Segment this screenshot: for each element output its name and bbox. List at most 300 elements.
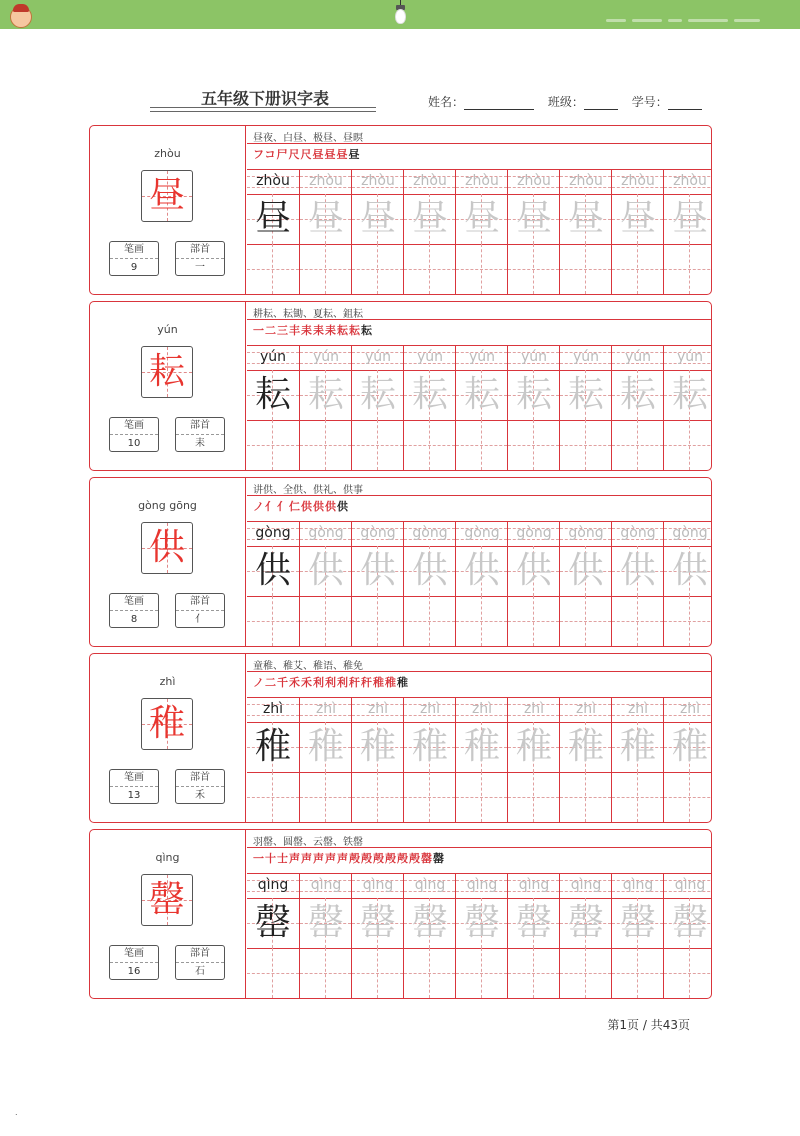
grid-pinyin: zhòu [256,173,290,189]
stroke-order [253,674,409,690]
character-card [89,301,712,471]
trace-character: 昼 [307,198,344,239]
stroke-step: 声 [313,852,325,865]
radical-value: 耒 [195,438,205,449]
grid-pinyin: yún [624,349,652,365]
stroke-step: 殸 [397,852,409,865]
grid-pinyin: qìng [674,877,706,893]
stroke-step: 丰 [289,324,301,337]
practice-column [663,522,712,646]
student-no-label: 学号： [631,95,668,109]
practice-column [663,170,712,294]
stroke-step: 昼 [312,148,325,161]
trace-character: 供 [359,550,396,591]
grid-guide-line [637,420,638,470]
grid-guide-line [247,973,299,974]
model-character: 耘 [254,374,291,415]
trace-character: 罄 [411,902,448,943]
character-info-panel [90,830,246,998]
grid-guide-line [247,621,299,622]
grid-line [247,596,299,597]
example-words: 讲供、全供、供礼、供事 [253,485,363,496]
character-pinyin: qìng [155,851,180,864]
character-box [141,874,193,926]
stroke-step: 殸 [385,852,397,865]
grid-pinyin: zhì [627,701,649,717]
grid-pinyin: zhì [575,701,597,717]
practice-column [507,522,559,646]
grid-pinyin: zhòu [309,173,343,189]
character-info-panel [90,478,246,646]
grid-guide-line [272,772,273,822]
practice-column [299,698,351,822]
grid-guide-line [533,596,534,646]
stroke-count-box [109,417,159,452]
practice-column [455,522,507,646]
grid-pinyin: zhòu [465,173,499,189]
grid-guide-line [533,772,534,822]
stroke-step: 耒 [313,324,325,337]
student-no-field[interactable] [668,97,702,110]
character-pinyin: yún [157,323,178,336]
practice-grid [247,698,711,822]
grid-line [247,244,299,245]
stroke-step: 昼 [348,148,361,161]
stroke-step: ノ [253,500,265,513]
radical-label: 部首 [176,594,224,611]
stroke-count-label: 笔画 [110,770,158,787]
stroke-step: 禾 [289,676,301,689]
character-card [89,829,712,999]
model-character: 供 [254,550,291,591]
grid-pinyin: yún [416,349,444,365]
stroke-count-value: 8 [130,614,138,625]
trace-character: 耘 [359,374,396,415]
trace-character: 罄 [567,902,604,943]
grid-guide-line [481,244,482,294]
practice-column [247,170,299,294]
class-field[interactable] [584,97,618,110]
practice-column [351,698,403,822]
grid-guide-line [689,772,690,822]
stroke-step: 利 [313,676,325,689]
trace-character: 昼 [463,198,500,239]
grid-pinyin: zhì [262,701,284,717]
practice-column [611,698,663,822]
grid-pinyin: gòng [255,525,291,541]
stroke-step: コ [264,148,277,161]
grid-guide-line [272,420,273,470]
grid-guide-line [377,596,378,646]
character-pinyin: zhì [159,675,176,688]
practice-column [507,346,559,470]
practice-column [559,698,611,822]
grid-guide-line [481,596,482,646]
grid-pinyin: yún [312,349,340,365]
practice-column [455,346,507,470]
grid-guide-line [377,772,378,822]
trace-character: 供 [567,550,604,591]
practice-column [611,522,663,646]
grid-pinyin: yún [364,349,392,365]
stroke-step: 二 [265,676,277,689]
trace-character: 耘 [463,374,500,415]
practice-column [351,170,403,294]
character-display: 稚 [148,703,185,744]
stroke-order [253,850,445,866]
stroke-step: 二 [265,324,277,337]
grid-pinyin: gòng [360,525,396,541]
grid-pinyin: gòng [568,525,604,541]
grid-pinyin: zhòu [361,173,395,189]
trace-character: 稚 [463,726,500,767]
grid-guide-line [533,244,534,294]
stroke-step: 昼 [336,148,349,161]
trace-character: 昼 [515,198,552,239]
grid-guide-line [481,772,482,822]
grid-pinyin: qìng [257,877,289,893]
trace-character: 稚 [671,726,708,767]
practice-column [663,874,712,998]
practice-column [351,522,403,646]
radical-box [175,945,225,980]
trace-character: 稚 [619,726,656,767]
stroke-step: 供 [325,500,337,513]
trace-character: 供 [463,550,500,591]
practice-column [455,170,507,294]
grid-pinyin: gòng [620,525,656,541]
radical-label: 部首 [176,946,224,963]
grid-guide-line [481,420,482,470]
practice-column [299,874,351,998]
radical-label: 部首 [176,770,224,787]
grid-guide-line [585,772,586,822]
grid-pinyin: qìng [414,877,446,893]
grid-pinyin: zhì [523,701,545,717]
trace-character: 供 [515,550,552,591]
grid-guide-line [429,948,430,998]
grid-guide-line [637,948,638,998]
grid-guide-line [247,797,299,798]
stroke-step: 一 [253,852,265,865]
title-underline-2 [150,111,376,112]
stroke-step: 殸 [409,852,421,865]
stroke-step: 士 [277,852,289,865]
stroke-step: 声 [337,852,349,865]
title-underline [150,107,376,108]
character-display: 昼 [148,175,185,216]
grid-line [664,596,712,597]
stroke-count-box [109,769,159,804]
character-display: 供 [148,527,185,568]
grid-line [664,948,712,949]
trace-character: 供 [619,550,656,591]
character-box [141,698,193,750]
practice-grid [247,522,711,646]
practice-column [351,346,403,470]
stroke-step: 千 [277,676,289,689]
radical-value: 一 [195,262,205,273]
radical-value: 石 [195,966,205,977]
grid-pinyin: qìng [570,877,602,893]
trace-character: 昼 [567,198,604,239]
grid-guide-line [429,596,430,646]
practice-column [403,698,455,822]
stroke-step: 昼 [324,148,337,161]
trace-character: 罄 [619,902,656,943]
grid-pinyin: qìng [310,877,342,893]
class-label: 班级： [547,95,584,109]
trace-character: 耘 [619,374,656,415]
grid-guide-line [533,948,534,998]
character-card [89,477,712,647]
trace-character: 罄 [307,902,344,943]
grid-pinyin: qìng [466,877,498,893]
radical-box [175,769,225,804]
grid-guide-line [429,420,430,470]
grid-line [247,948,299,949]
stroke-order [253,498,349,514]
stroke-step: 耘 [361,324,373,337]
grid-guide-line [272,244,273,294]
practice-column [403,170,455,294]
grid-line [247,772,299,773]
character-card [89,653,712,823]
practice-panel [247,830,711,998]
character-info-panel [90,126,246,294]
stroke-count-value: 13 [127,790,141,801]
character-box [141,346,193,398]
practice-column [611,874,663,998]
stroke-count-label: 笔画 [110,594,158,611]
character-info-panel [90,654,246,822]
grid-guide-line [325,596,326,646]
grid-guide-line [481,948,482,998]
stroke-step: 十 [265,852,277,865]
grid-guide-line [272,596,273,646]
character-box [141,522,193,574]
lightbulb-icon [395,9,406,24]
grid-pinyin: zhì [419,701,441,717]
page-dot: . [15,1108,18,1117]
practice-column [611,346,663,470]
row-divider [247,847,711,848]
example-words: 昼夜、白昼、极昼、昼暝 [253,133,363,144]
grid-guide-line [689,244,690,294]
grid-pinyin: zhì [315,701,337,717]
row-divider [247,319,711,320]
page-indicator: 第1页 / 共43页 [607,1018,690,1032]
grid-pinyin: yún [259,349,287,365]
stroke-step: 耒 [325,324,337,337]
grid-pinyin: qìng [362,877,394,893]
stroke-step: 殸 [373,852,385,865]
grid-pinyin: zhòu [673,173,707,189]
trace-character: 耘 [411,374,448,415]
grid-pinyin: gòng [412,525,448,541]
example-words: 童稚、稚艾、稚语、稚免 [253,661,363,672]
stroke-step: 三 [277,324,289,337]
grid-guide-line [637,244,638,294]
stroke-step: 罄 [433,852,445,865]
grid-pinyin: yún [572,349,600,365]
practice-column [559,874,611,998]
example-words: 耕耘、耘锄、夏耘、鉏耘 [253,309,363,320]
trace-character: 昼 [671,198,708,239]
radical-label: 部首 [176,242,224,259]
grid-guide-line [272,948,273,998]
stroke-step: ノ [253,676,265,689]
stroke-count-box [109,241,159,276]
trace-character: 稚 [567,726,604,767]
stroke-step: 耒 [301,324,313,337]
grid-pinyin: zhì [679,701,701,717]
practice-column [299,522,351,646]
grid-guide-line [429,772,430,822]
practice-column [663,698,712,822]
trace-character: 稚 [411,726,448,767]
grid-guide-line [325,772,326,822]
stroke-step: 尸 [276,148,289,161]
grid-pinyin: gòng [516,525,552,541]
stroke-step: 声 [325,852,337,865]
grid-pinyin: zhòu [517,173,551,189]
model-character: 昼 [254,198,291,239]
stroke-count-box [109,945,159,980]
practice-column [247,522,299,646]
stroke-step: 亻 [277,500,289,513]
grid-pinyin: yún [468,349,496,365]
trace-character: 供 [307,550,344,591]
stroke-step: 声 [301,852,313,865]
grid-pinyin: zhòu [413,173,447,189]
practice-column [247,874,299,998]
trace-character: 供 [671,550,708,591]
stroke-step: 殸 [349,852,361,865]
mascot-icon [10,6,32,28]
trace-character: 耘 [307,374,344,415]
character-display: 罄 [148,879,185,920]
stroke-step: 耘 [349,324,361,337]
trace-character: 罄 [671,902,708,943]
practice-panel [247,302,711,470]
grid-guide-line [377,420,378,470]
grid-guide-line [664,797,712,798]
practice-column [559,522,611,646]
practice-column [507,874,559,998]
trace-character: 供 [411,550,448,591]
trace-character: 耘 [515,374,552,415]
stroke-step: 耘 [337,324,349,337]
practice-column [403,522,455,646]
grid-guide-line [664,445,712,446]
grid-guide-line [689,596,690,646]
stroke-step: 亻 [265,500,277,513]
grid-guide-line [637,772,638,822]
grid-guide-line [585,244,586,294]
radical-label: 部首 [176,418,224,435]
stroke-order [253,322,373,338]
practice-panel [247,654,711,822]
row-divider [247,495,711,496]
stroke-count-label: 笔画 [110,418,158,435]
practice-column [299,346,351,470]
stroke-step: 稚 [385,676,397,689]
grid-line [664,420,712,421]
grid-pinyin: gòng [672,525,708,541]
practice-column [559,346,611,470]
trace-character: 稚 [307,726,344,767]
grid-pinyin: gòng [464,525,500,541]
practice-column [455,874,507,998]
grid-guide-line [247,269,299,270]
banner-decoration [606,10,776,20]
radical-box [175,417,225,452]
practice-grid [247,346,711,470]
practice-panel [247,478,711,646]
stroke-step: 尺 [288,148,301,161]
practice-column [299,170,351,294]
grid-pinyin: gòng [308,525,344,541]
trace-character: 罄 [463,902,500,943]
practice-column [507,698,559,822]
grid-line [247,420,299,421]
student-fields [428,93,702,110]
grid-line [664,244,712,245]
radical-box [175,593,225,628]
practice-column [247,346,299,470]
grid-guide-line [664,621,712,622]
practice-grid [247,170,711,294]
practice-panel [247,126,711,294]
character-card [89,125,712,295]
practice-column [611,170,663,294]
grid-pinyin: zhì [367,701,389,717]
practice-column [559,170,611,294]
character-pinyin: zhòu [154,147,181,160]
stroke-step: 利 [325,676,337,689]
name-field[interactable] [464,97,534,110]
grid-guide-line [689,420,690,470]
row-divider [247,671,711,672]
stroke-step: 尺 [300,148,313,161]
character-pinyin: gòng gōng [138,499,197,512]
radical-value: 禾 [195,790,205,801]
stroke-step: 罄 [421,852,433,865]
stroke-order [253,146,360,162]
grid-guide-line [325,420,326,470]
stroke-count-label: 笔画 [110,946,158,963]
practice-grid [247,874,711,998]
grid-pinyin: yún [520,349,548,365]
grid-guide-line [585,596,586,646]
trace-character: 耘 [671,374,708,415]
grid-pinyin: yún [676,349,704,365]
stroke-count-box [109,593,159,628]
trace-character: 昼 [359,198,396,239]
grid-line [664,772,712,773]
grid-guide-line [637,596,638,646]
stroke-step: 稚 [397,676,409,689]
stroke-step: 供 [301,500,313,513]
grid-pinyin: qìng [518,877,550,893]
grid-guide-line [325,948,326,998]
trace-character: 罄 [515,902,552,943]
trace-character: 稚 [359,726,396,767]
practice-column [507,170,559,294]
character-box [141,170,193,222]
grid-guide-line [325,244,326,294]
